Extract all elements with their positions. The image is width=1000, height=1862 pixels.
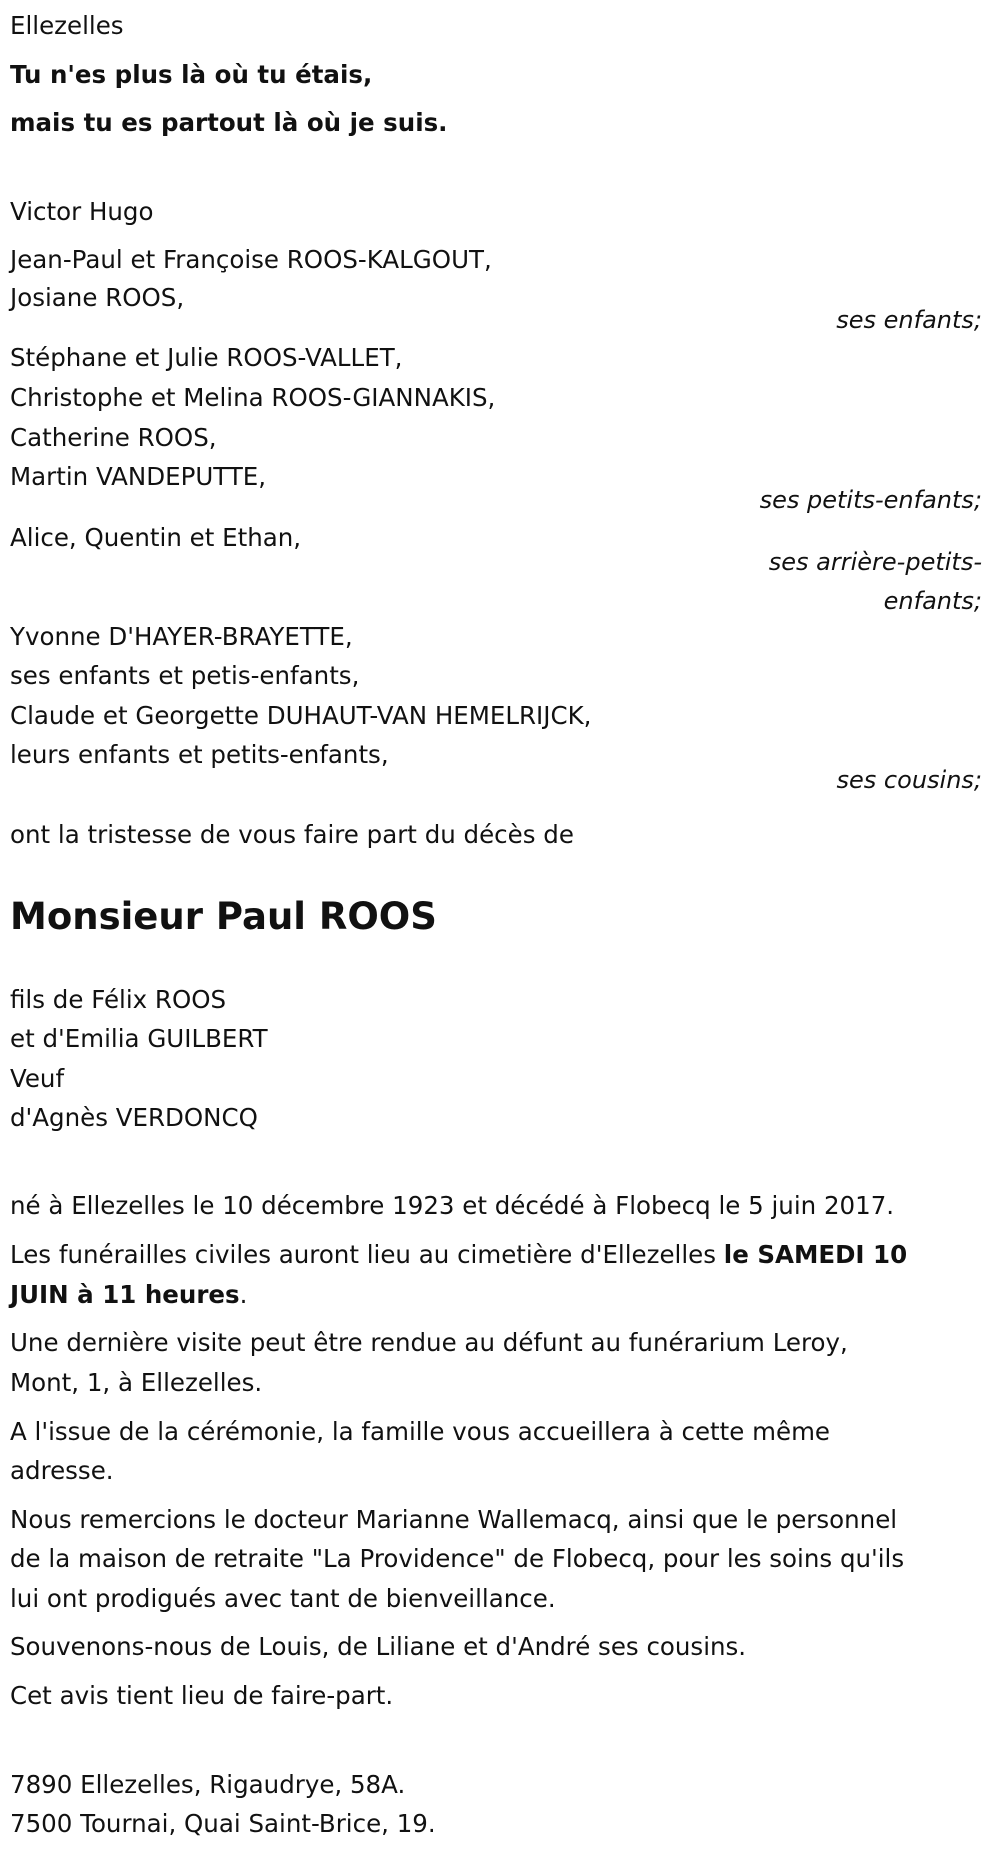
child-name: Jean-Paul et Françoise ROOS-KALGOUT, [10, 245, 492, 274]
quote-author: Victor Hugo [10, 197, 154, 226]
funeral-end: . [239, 1280, 248, 1309]
address-line: 7890 Ellezelles, Rigaudrye, 58A. [10, 1770, 406, 1799]
deceased-detail: d'Agnès VERDONCQ [10, 1103, 258, 1132]
role-great-grandchildren-line-2: enfants; [883, 587, 982, 615]
funeral-text: Les funérailles civiles auront lieu au cimetière d'Ellezelles [10, 1240, 724, 1269]
grandchild-name: Christophe et Melina ROOS-GIANNAKIS, [10, 383, 496, 412]
cousin-name: Yvonne D'HAYER-BRAYETTE, [10, 622, 353, 651]
role-great-grandchildren-line-1: ses arrière-petits- [768, 548, 982, 576]
cousin-name: ses enfants et petis-enfants, [10, 661, 360, 690]
quote-line-2: mais tu es partout là où je suis. [10, 108, 448, 137]
reception-line-2: adresse. [10, 1456, 114, 1485]
grandchild-name: Catherine ROOS, [10, 423, 217, 452]
funeral-line-2 [10, 1275, 247, 1315]
role-children: ses enfants; [836, 306, 982, 334]
role-cousins: ses cousins; [836, 766, 982, 794]
announcement: ont la tristesse de vous faire part du décès de [10, 820, 574, 849]
address-line: 7500 Tournai, Quai Saint-Brice, 19. [10, 1809, 436, 1838]
remember-line: Souvenons-nous de Louis, de Liliane et d'André ses cousins. [10, 1632, 747, 1661]
quote-line-1: Tu n'es plus là où tu étais, [10, 60, 373, 89]
reception-line-1: A l'issue de la cérémonie, la famille vous accueillera à cette même [10, 1417, 831, 1446]
visit-line-2: Mont, 1, à Ellezelles. [10, 1368, 263, 1397]
deceased-detail: Veuf [10, 1064, 65, 1093]
thanks-line-2: de la maison de retraite "La Providence" de Flobecq, pour les soins qu'ils [10, 1544, 905, 1573]
cousin-name: leurs enfants et petits-enfants, [10, 740, 389, 769]
visit-line-1: Une dernière visite peut être rendue au défunt au funérarium Leroy, [10, 1328, 848, 1357]
child-name: Josiane ROOS, [10, 283, 185, 312]
grandchild-name: Martin VANDEPUTTE, [10, 462, 267, 491]
place-name: Ellezelles [10, 11, 124, 40]
thanks-line-3: lui ont prodigués avec tant de bienveillance. [10, 1584, 556, 1613]
deceased-detail: fils de Félix ROOS [10, 985, 227, 1014]
grandchild-name: Stéphane et Julie ROOS-VALLET, [10, 343, 403, 372]
role-grandchildren: ses petits-enfants; [759, 486, 982, 514]
great-grandchild-names: Alice, Quentin et Ethan, [10, 523, 302, 552]
funeral-line-1 [10, 1235, 907, 1275]
deceased-name: Monsieur Paul ROOS [10, 895, 437, 938]
birth-death-dates: né à Ellezelles le 10 décembre 1923 et décédé à Flobecq le 5 juin 2017. [10, 1191, 895, 1220]
notice-line: Cet avis tient lieu de faire-part. [10, 1681, 394, 1710]
funeral-date-part-2: JUIN à 11 heures [10, 1280, 240, 1309]
cousin-name: Claude et Georgette DUHAUT-VAN HEMELRIJCK, [10, 701, 592, 730]
thanks-line-1: Nous remercions le docteur Marianne Wallemacq, ainsi que le personnel [10, 1505, 898, 1534]
funeral-date-part-1: le SAMEDI 10 [723, 1240, 908, 1269]
deceased-detail: et d'Emilia GUILBERT [10, 1024, 268, 1053]
